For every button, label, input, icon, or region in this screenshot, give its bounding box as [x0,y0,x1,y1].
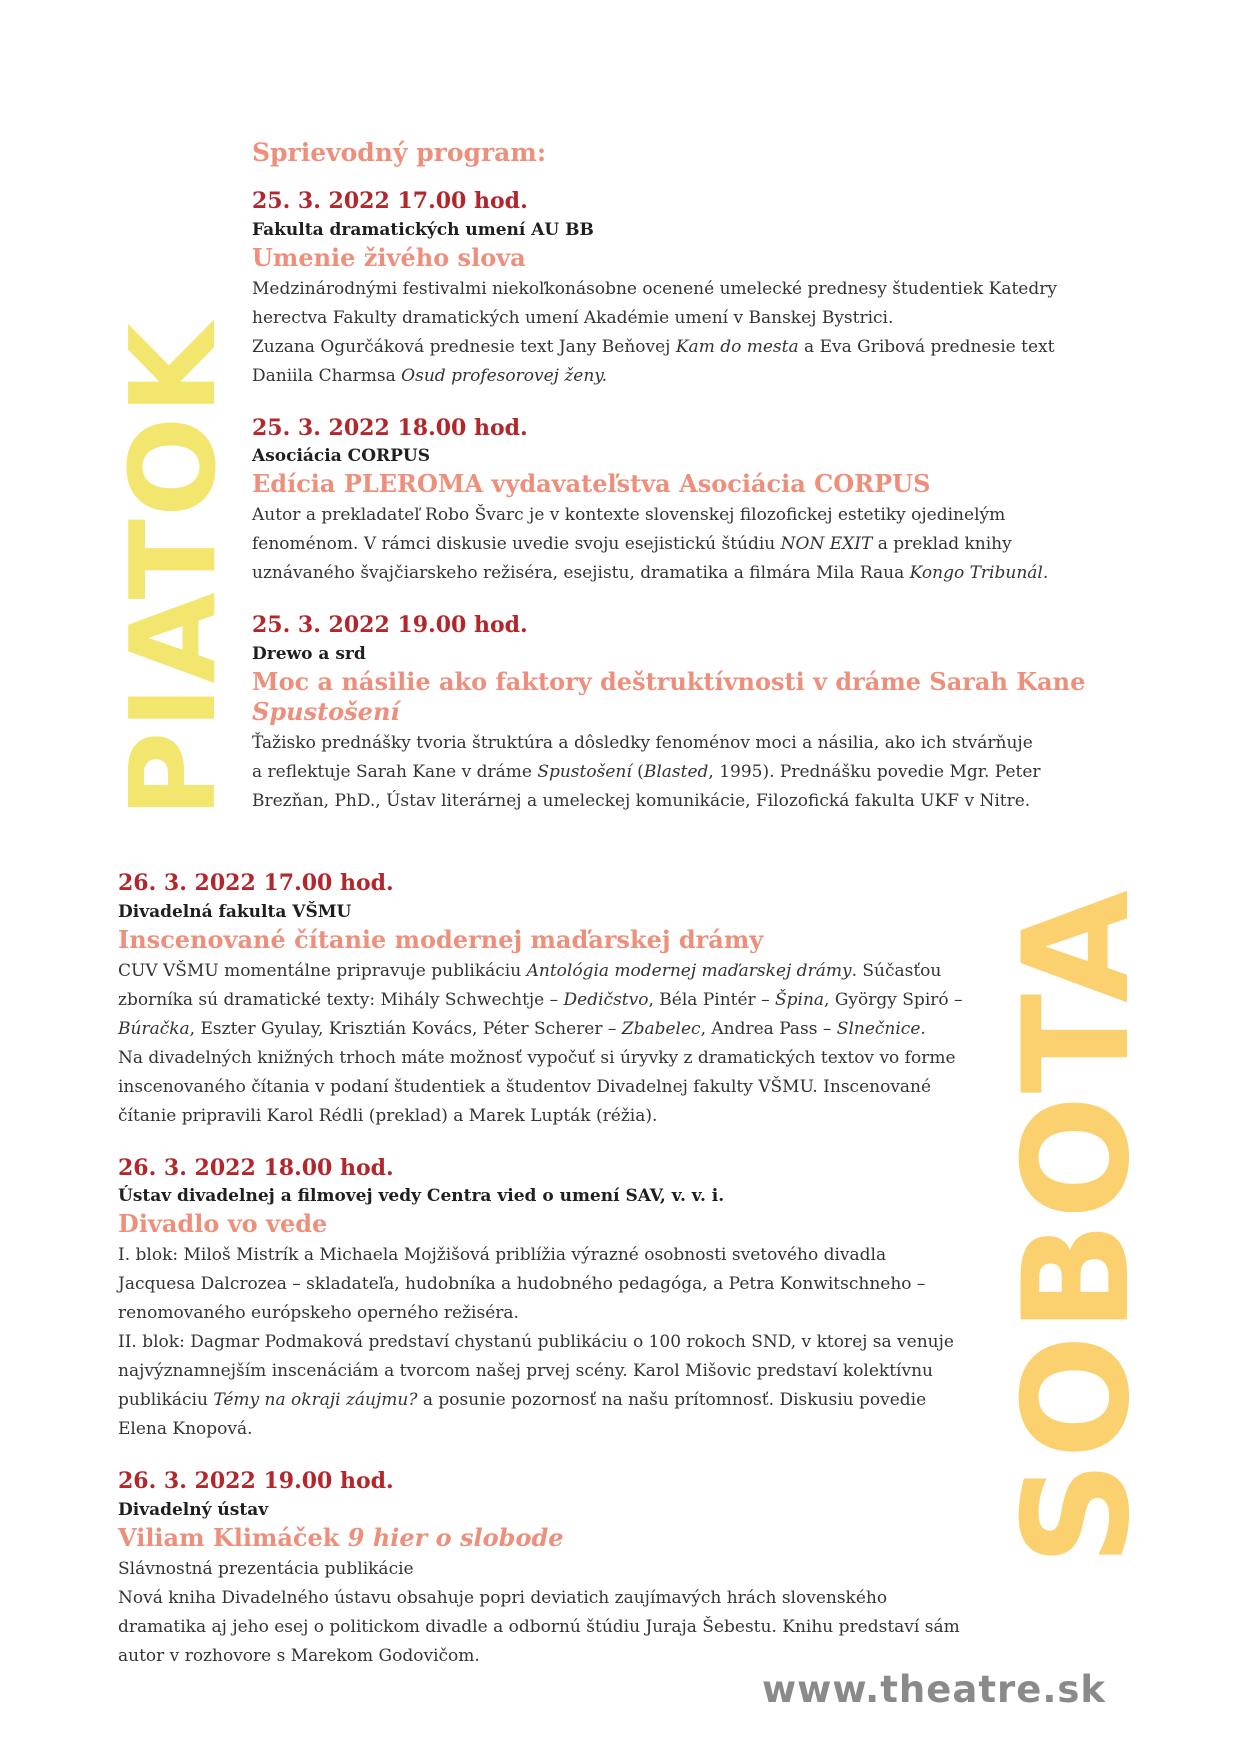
event-date: 26. 3. 2022 17.00 hod. [118,870,394,896]
event-title: Inscenované čítanie modernej maďarskej drámy [118,924,764,954]
event-title: Edícia PLEROMA vydavateľstva Asociácia CORPUS [252,469,931,499]
event-description: Medzinárodnými festivalmi niekoľkonásobne ocenené umelecké prednesy študentiek Katedry herectva Fakulty dramatických umení Akadémie umení v Banskej Bystrici. Zuzana Ogurčáková prednesie text Jany Beňovej Kam do mesta a Eva Gribová prednesie text Daniila Charmsa Osud profesorovej ženy. [252,278,1057,386]
event-saturday-1 [118,870,1018,1131]
event-title: Viliam Klimáček 9 hier o slobode [118,1522,564,1552]
saturday-program [118,870,1018,1695]
event-friday-1 [252,188,1132,391]
event-description: Autor a prekladateľ Robo Švarc je v kontexte slovenskej filozofickej estetiky ojedinelým fenoménom. V rámci diskusie uvedie svoju esejistickú štúdiu NON EXIT a preklad knihy uznávaného švajčiarskeho režiséra, esejistu, dramatika a filmára Mila Raua Kongo Tribunál. [252,505,1049,584]
event-organizer: Ústav divadelnej a filmovej vedy Centra vied o umení SAV, v. v. i. [118,1186,725,1207]
event-organizer: Divadelná fakulta VŠMU [118,901,352,922]
event-description: Ťažisko prednášky tvoria štruktúra a dôsledky fenoménov moci a násilia, ako ich stvárňuje a reflektuje Sarah Kane v dráme Spustošení (Blasted, 1995). Prednášku povedie Mgr. Peter Brezňan, PhD., Ústav literárnej a umeleckej komunikácie, Filozofická fakulta UKF v Nitre. [252,732,1041,811]
side-label-saturday: SOBOTA [992,888,1162,1566]
friday-program [252,138,1132,840]
event-title: Divadlo vo vede [118,1209,328,1239]
side-label-friday: PIATOK [104,321,242,818]
event-date: 26. 3. 2022 18.00 hod. [118,1154,394,1181]
event-friday-3 [252,612,1132,816]
event-date: 25. 3. 2022 17.00 hod. [252,188,528,214]
event-saturday-2 [118,1155,1018,1445]
event-title: Umenie živého slova [252,242,526,272]
event-description: I. blok: Miloš Mistrík a Michaela Mojžišová priblížia výrazné osobnosti svetového divadla Jacquesa Dalcrozea – skladateľa, hudobníka a hudobného pedagóga, a Petra Konwitschneho – renomovaného európskeho operného režiséra. II. blok: Dagmar Podmaková predstaví chystanú publikáciu o 100 rokoch SND, v ktorej sa venuje najvýznamnejším inscenáciám a tvorcom našej prvej scény. Karol Mišovic predstaví kolektívnu publikáciu Témy na okraji záujmu? a posunie pozornosť na našu prítomnosť. Diskusiu povedie Elena Knopová. [118,1245,954,1440]
event-title: Moc a násilie ako faktory deštruktívnosti v dráme Sarah Kane Spustošení [252,666,1086,726]
event-organizer: Fakulta dramatických umení AU BB [252,219,594,240]
program-heading: Sprievodný program: [252,138,547,167]
event-date: 25. 3. 2022 19.00 hod. [252,612,528,639]
event-description: CUV VŠMU momentálne pripravuje publikáciu Antológia modernej maďarskej drámy. Súčasťou zborníka sú dramatické texty: Mihály Schwechtje – Dedičstvo, Béla Pintér – Špina, György Spiró – Búračka, Eszter Gyulay, Krisztián Kovács, Péter Scherer – Zbabelec, Andrea Pass – Slnečnice. Na divadelných knižných trhoch máte možnosť vypočuť si úryvky z dramatických textov vo forme inscenovaného čítania v podaní študentiek a študentov Divadelnej fakulty VŠMU. Inscenované čítanie pripravili Karol Rédli (preklad) a Marek Lupták (réžia). [118,960,963,1126]
event-description: Slávnostná prezentácia publikácie Nová kniha Divadelného ústavu obsahuje popri deviatich zaujímavých hrách slovenského dramatika aj jeho esej o politickom divadle a odbornú štúdiu Juraja Šebestu. Knihu predstaví sám autor v rozhovore s Marekom Godovičom. [118,1558,960,1666]
event-friday-2 [252,415,1132,589]
event-organizer: Divadelný ústav [118,1499,269,1520]
website-link[interactable]: www.theatre.sk [762,1668,1107,1711]
event-date: 25. 3. 2022 18.00 hod. [252,414,528,441]
event-date: 26. 3. 2022 19.00 hod. [118,1468,394,1495]
event-saturday-3 [118,1468,1018,1671]
event-organizer: Asociácia CORPUS [252,446,431,467]
event-organizer: Drewo a srd [252,643,366,664]
